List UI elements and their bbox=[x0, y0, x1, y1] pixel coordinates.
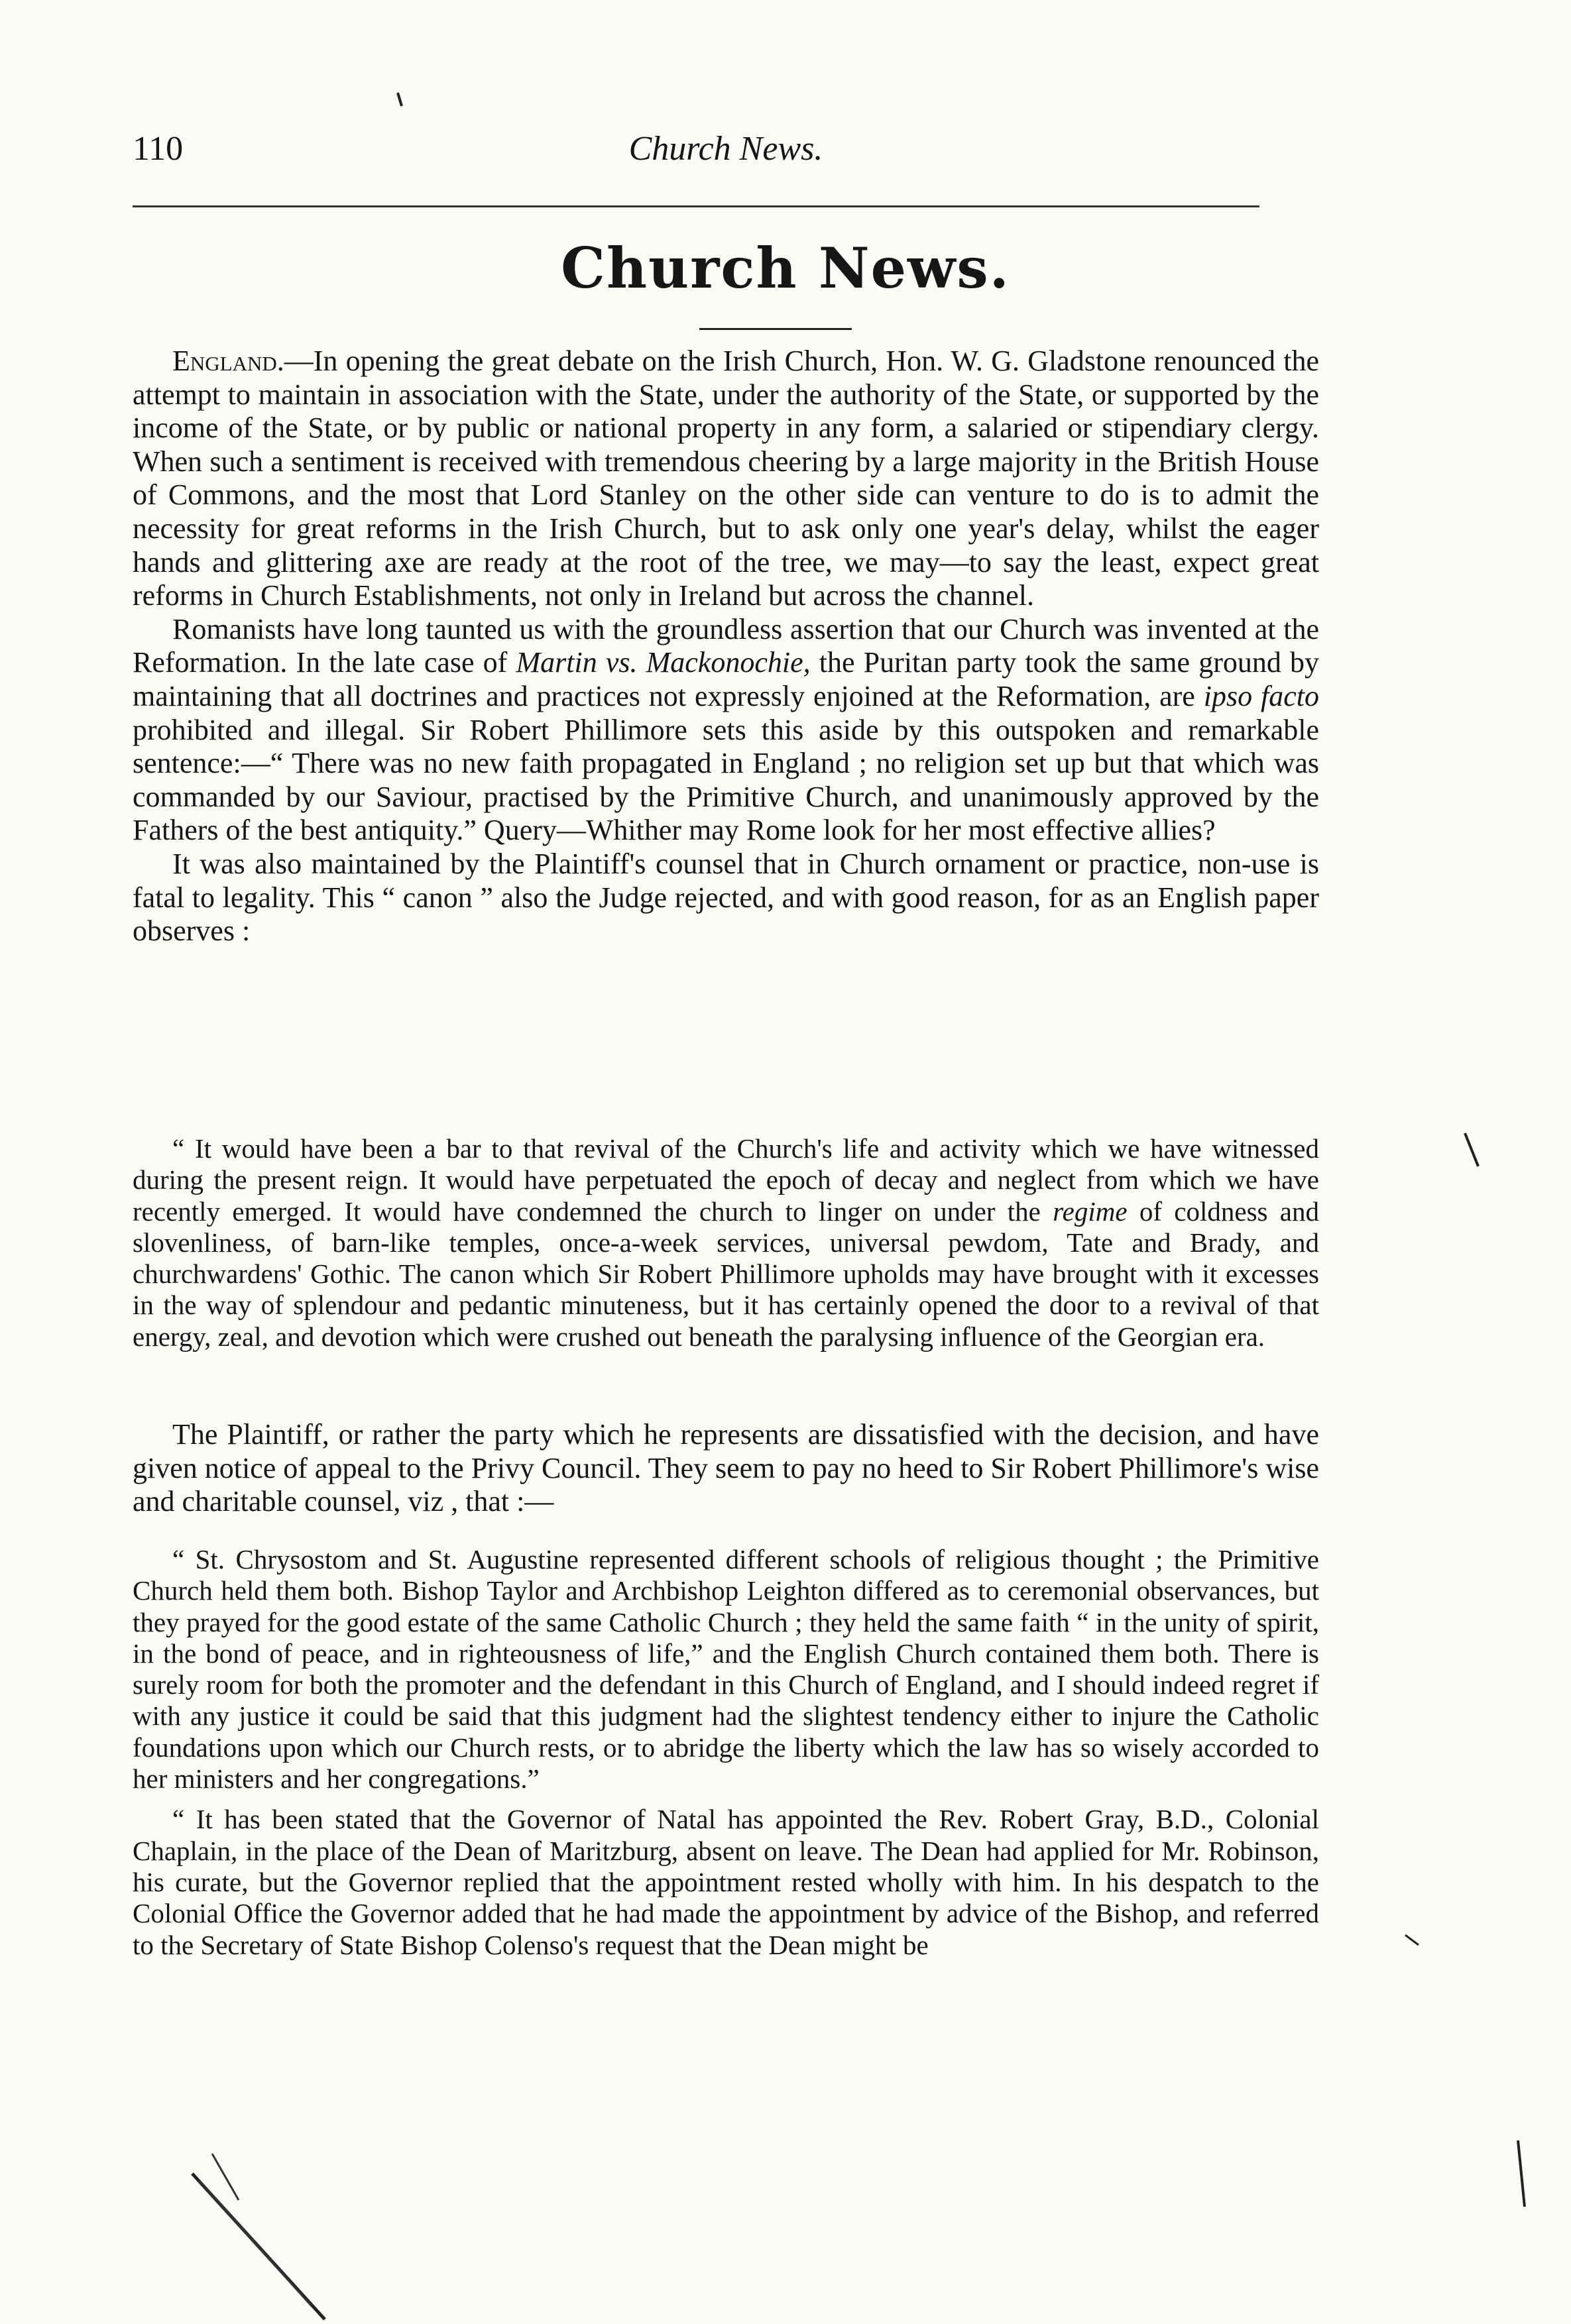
scan-stroke bbox=[192, 2174, 325, 2319]
page-number: 110 bbox=[133, 130, 184, 168]
quote-text: of coldness and slovenliness, of barn-like temples, once-a-week services, universal pewdom, Tate and Brady, and churchwardens' Gothic. The canon which Sir Robert Phillimore upholds may have brought with it excesses in the way of splendour and pedantic minuteness, but it has certainly opened the door to a revival of that energy, zeal, and devotion which were crushed out beneath the paralysing influence of the Georgian era. bbox=[133, 1195, 1319, 1352]
scan-stroke bbox=[1518, 2140, 1525, 2207]
scan-stroke bbox=[1405, 1935, 1419, 1945]
scan-stroke bbox=[199, 2180, 312, 2306]
paragraph-romanists bbox=[133, 613, 1319, 848]
case-name: Martin vs. Mackonochie, bbox=[516, 646, 811, 679]
text-block-2 bbox=[133, 1418, 1319, 1519]
paragraph-appeal: The Plaintiff, or rather the party which he represents are dissatisfied with the decision, and have given notice of appeal to the Privy Council. They seem to pay no heed to Sir Robert Phillimore's wise and charitable counsel, viz , that :— bbox=[133, 1418, 1320, 1518]
quote-paragraph-natal: “ It has been stated that the Governor of Natal has appointed the Rev. Robert Gray, B.D., Colonial Chaplain, in the place of the Dean of Maritzburg, absent on leave. The Dean had applied for Mr. Robinson, his curate, but the Governor replied that the appointment rested wholly with him. In his despatch to the Colonial Office the Governor added that he had made the appointment by advice of the Bishop, and referred to the Secretary of State Bishop Colenso's request that the Dean might be bbox=[133, 1804, 1319, 1960]
running-title: Church News. bbox=[628, 130, 823, 168]
quote-paragraph: “ St. Chrysostom and St. Augustine represented different schools of religious thought ; the Primitive Church held them both. Bishop Taylor and Archbishop Leighton differed as to ceremonial observances, but they prayed for the good estate of the same Catholic Church ; they held the same faith “ in the unity of spirit, in the bond of peace, and in righteousness of life,” and the English Church contained them both. There is surely room for both the promoter and the defendant in this Church of England, and I should indeed regret if with any justice it could be said that this judgment had the slightest tendency either to injure the Catholic foundations upon which our Church rests, or to abridge the liberty which the law has so wisely accorded to her ministers and her congregations.” bbox=[133, 1544, 1319, 1795]
section-title: Church News. bbox=[561, 235, 1010, 301]
paragraph-text: the Puritan party took the same ground by maintaining that all doctrines and practices not expressly enjoined at the Reformation, are bbox=[133, 646, 1319, 712]
paragraph-england bbox=[133, 345, 1319, 613]
section-lead-england: England. bbox=[172, 345, 284, 377]
paragraph-text: Romanists have long taunted us with the groundless assertion that our Church was invented at the Reformation. In the late case of bbox=[133, 612, 1319, 679]
scan-stroke bbox=[398, 93, 402, 106]
italic-word: regime bbox=[1053, 1195, 1128, 1227]
quote-paragraph bbox=[133, 1133, 1319, 1353]
latin-phrase: ipso facto bbox=[1203, 679, 1320, 712]
paragraph-text: —In opening the great debate on the Irish Church, Hon. W. G. Gladstone renounced the attempt to maintain in association with the State, under the authority of the State, or supported by the income of the State, or by public or national property in any form, a salaried or stipendiary clergy. When such a sentiment is received with tremendous cheering by a large majority in the British House of Commons, and the most that Lord Stanley on the other side can venture to do is to admit the necessity for great reforms in the Irish Church, but to ask only one year's delay, whilst the eager hands and glittering axe are ready at the root of the tree, we may—to say the least, expect great reforms in Church Establishments, not only in Ireland but across the channel. bbox=[133, 345, 1319, 612]
title-rule bbox=[699, 328, 852, 330]
scan-stroke bbox=[1465, 1133, 1478, 1166]
paragraph-plaintiff-counsel: It was also maintained by the Plaintiff's counsel that in Church ornament or practice, non-use is fatal to legality. This “ canon ” also the Judge rejected, and with good reason, for as an English paper observes : bbox=[133, 847, 1319, 948]
quote-text: “ It would have been a bar to that revival of the Church's life and activity which we have witnessed during the present reign. It would have perpetuated the epoch of decay and neglect from which we have recently emerged. It would have condemned the church to linger on under the bbox=[133, 1133, 1319, 1227]
running-header bbox=[133, 129, 1319, 189]
quote-english-paper bbox=[133, 1133, 1319, 1353]
paragraph-text: prohibited and illegal. Sir Robert Phillimore sets this aside by this outspoken and remarkable sentence:—“ There was no new faith propagated in England ; no religion set up but that which was commanded by our Saviour, practised by the Primitive Church, and unanimously approved by the Fathers of the best antiquity.” Query—Whither may Rome look for her most effective allies? bbox=[133, 713, 1319, 847]
header-rule bbox=[133, 205, 1259, 207]
quote-phillimore bbox=[133, 1544, 1319, 1961]
scan-stroke bbox=[212, 2154, 239, 2200]
text-block-1 bbox=[133, 345, 1319, 948]
